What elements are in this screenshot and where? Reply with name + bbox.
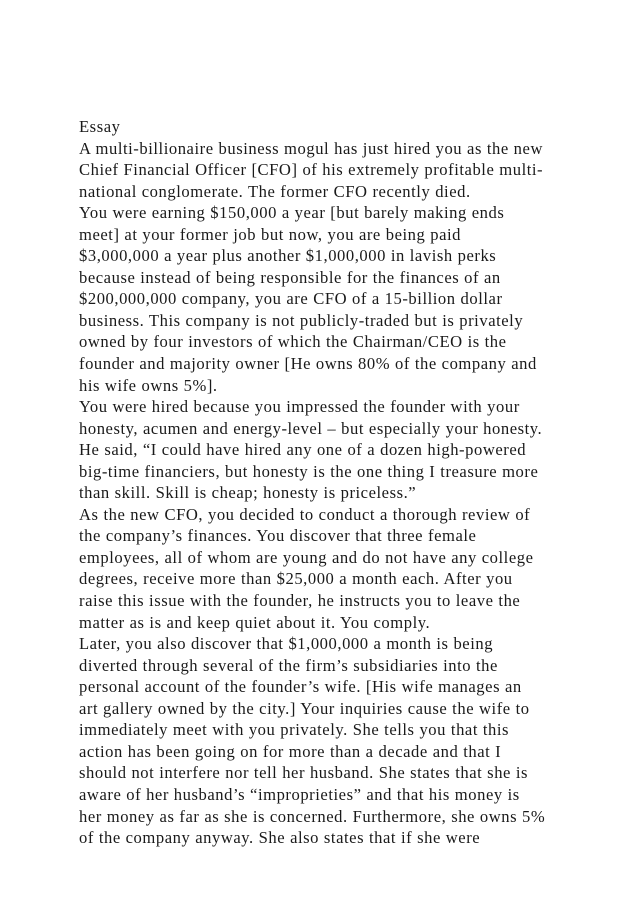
text-line: because instead of being responsible for the finances of an: [79, 267, 501, 287]
text-line: As the new CFO, you decided to conduct a thorough review of: [79, 504, 531, 524]
text-line: He said, “I could have hired any one of a dozen high-powered: [79, 440, 527, 460]
essay-title: Essay: [79, 117, 121, 136]
text-line: the company’s finances. You discover that three female: [79, 526, 477, 546]
text-line: meet] at your former job but now, you are being paid: [79, 224, 462, 244]
text-line: aware of her husband’s “improprieties” and that his money is: [79, 784, 520, 804]
text-line: founder and majority owner [He owns 80% of the company and: [79, 354, 537, 374]
text-line: than skill. Skill is cheap; honesty is priceless.”: [79, 483, 417, 503]
text-line: $200,000,000 company, you are CFO of a 15-billion dollar: [79, 289, 503, 309]
text-line: diverted through several of the firm’s subsidiaries into the: [79, 655, 498, 675]
text-line: raise this issue with the founder, he instructs you to leave the: [79, 591, 521, 611]
text-line: business. This company is not publicly-traded but is privately: [79, 310, 524, 330]
text-line: matter as is and keep quiet about it. You comply.: [79, 612, 431, 632]
text-line: immediately meet with you privately. She tells you that this: [79, 720, 510, 740]
text-line: Chief Financial Officer [CFO] of his extremely profitable multi-: [79, 160, 544, 180]
text-line: of the company anyway. She also states that if she were: [79, 828, 481, 848]
text-line: $3,000,000 a year plus another $1,000,000 in lavish perks: [79, 246, 497, 266]
text-line: You were hired because you impressed the founder with your: [79, 397, 520, 417]
text-line: degrees, receive more than $25,000 a month each. After you: [79, 569, 513, 589]
text-line: honesty, acumen and energy-level – but especially your honesty.: [79, 418, 543, 438]
text-line: owned by four investors of which the Chairman/CEO is the: [79, 332, 507, 352]
text-line: should not interfere nor tell her husband. She states that she is: [79, 763, 529, 783]
text-line: national conglomerate. The former CFO recently died.: [79, 181, 471, 201]
text-line: art gallery owned by the city.] Your inquiries cause the wife to: [79, 698, 530, 718]
text-line: personal account of the founder’s wife. [His wife manages an: [79, 677, 522, 697]
text-line: A multi-billionaire business mogul has just hired you as the new: [79, 138, 543, 158]
text-line: her money as far as she is concerned. Furthermore, she owns 5%: [79, 806, 546, 826]
text-line: his wife owns 5%].: [79, 375, 218, 395]
text-line: big-time financiers, but honesty is the one thing I treasure more: [79, 461, 539, 481]
text-line: You were earning $150,000 a year [but barely making ends: [79, 203, 505, 223]
text-line: action has been going on for more than a decade and that I: [79, 741, 502, 761]
essay-text: [79, 116, 624, 849]
text-line: Later, you also discover that $1,000,000 a month is being: [79, 634, 494, 654]
text-line: employees, all of whom are young and do not have any college: [79, 547, 534, 567]
